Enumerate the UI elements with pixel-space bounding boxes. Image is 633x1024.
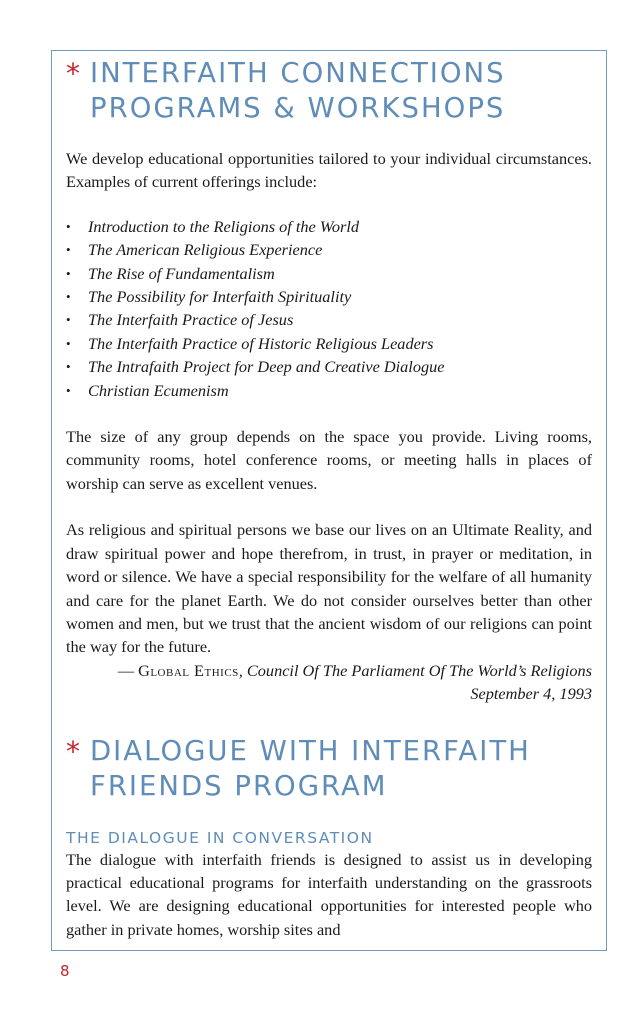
- sub-heading-dialogue-in-conversation: THE DIALOGUE IN CONVERSATION: [66, 828, 374, 847]
- attribution-date: September 4, 1993: [470, 684, 592, 704]
- quote-attribution: [66, 659, 592, 682]
- bullet-icon: •: [66, 218, 71, 234]
- list-item: [66, 332, 592, 355]
- list-item: [66, 238, 592, 261]
- dialogue-paragraph: The dialogue with interfaith friends is designed to assist us in developing practical educational programs for interfaith understanding on the grassroots level. We are designing educational opportunities for interested people who gather in private homes, worship sites and: [66, 849, 592, 939]
- list-item: [66, 379, 592, 402]
- heading-line: INTERFAITH CONNECTIONS: [90, 57, 506, 89]
- list-item: [66, 215, 592, 238]
- list-item-label: The Intrafaith Project for Deep and Creative Dialogue: [88, 357, 445, 377]
- page-content: [66, 56, 592, 941]
- attribution-dash: —: [117, 660, 139, 680]
- list-item-label: The American Religious Experience: [88, 240, 323, 260]
- list-item-label: Introduction to the Religions of the World: [88, 216, 360, 236]
- list-item-label: Christian Ecumenism: [88, 380, 229, 400]
- attribution-organization: , Council Of The Parliament Of The World’s Religions: [238, 660, 592, 680]
- offerings-list: [66, 215, 592, 402]
- list-item-label: The Interfaith Practice of Jesus: [88, 310, 294, 330]
- asterisk-icon: *: [66, 734, 82, 768]
- bullet-icon: •: [66, 289, 71, 305]
- list-item-label: The Possibility for Interfaith Spirituality: [88, 287, 352, 307]
- list-item: [66, 308, 592, 331]
- attribution-source: Global Ethics: [138, 660, 239, 680]
- bullet-icon: •: [66, 265, 71, 281]
- bullet-icon: •: [66, 382, 71, 398]
- bullet-icon: •: [66, 312, 71, 328]
- bullet-icon: •: [66, 242, 71, 258]
- asterisk-icon: *: [66, 57, 82, 90]
- list-item: [66, 285, 592, 308]
- section-heading-interfaith-connections: [66, 56, 592, 126]
- group-size-paragraph: The size of any group depends on the space you provide. Living rooms, community rooms, hotel conference rooms, or meeting halls in places of worship can serve as excellent venues.: [66, 427, 592, 493]
- list-item-label: The Rise of Fundamentalism: [88, 263, 275, 283]
- bullet-icon: •: [66, 359, 71, 375]
- bullet-icon: •: [66, 335, 71, 351]
- heading-line: DIALOGUE WITH INTERFAITH: [90, 734, 531, 767]
- section-heading-dialogue-program: [66, 734, 592, 804]
- list-item: [66, 262, 592, 285]
- heading-line: PROGRAMS & WORKSHOPS: [90, 92, 506, 124]
- list-item: [66, 355, 592, 378]
- quote-paragraph: As religious and spiritual persons we base our lives on an Ultimate Reality, and draw spiritual power and hope therefrom, in trust, in prayer or meditation, in word or silence. We have a special responsibility for the welfare of all humanity and care for the planet Earth. We do not consider ourselves better than other women and men, but we trust that the ancient wisdom of our religions can point the way for the future.: [66, 520, 592, 657]
- page-number: 8: [60, 962, 70, 980]
- intro-paragraph: We develop educational opportunities tailored to your individual circumstances. Examples of current offerings include:: [66, 149, 592, 192]
- heading-line: FRIENDS PROGRAM: [90, 769, 388, 802]
- list-item-label: The Interfaith Practice of Historic Religious Leaders: [88, 333, 434, 353]
